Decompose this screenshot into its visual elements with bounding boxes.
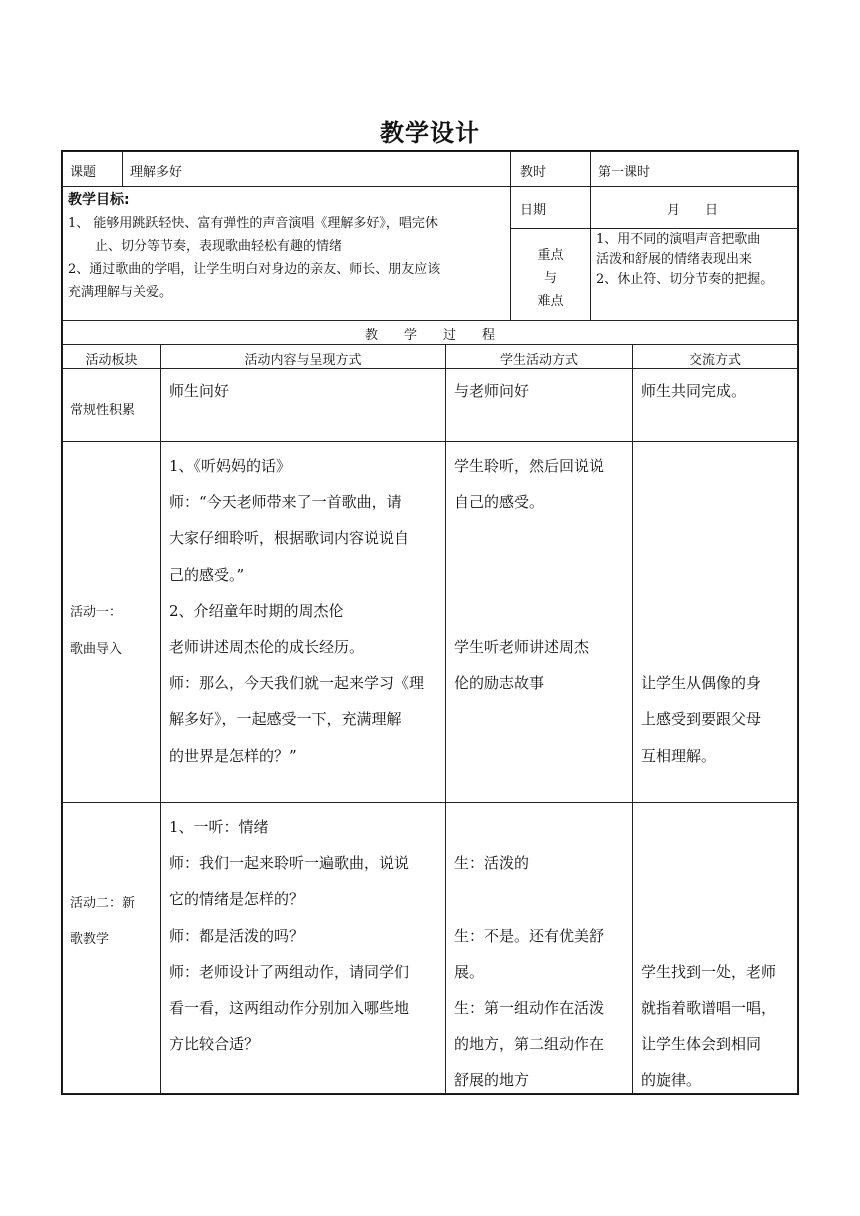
student-line: 学生听老师讲述周杰 bbox=[454, 638, 590, 657]
blank-line bbox=[641, 484, 795, 520]
student-activity bbox=[454, 809, 630, 1099]
blank-line bbox=[641, 809, 795, 845]
activity-block-label: 歌教学 bbox=[70, 932, 110, 947]
content-line: 方比较合适？ bbox=[169, 1035, 260, 1054]
student-line: 生：活泼的 bbox=[454, 854, 530, 873]
blank-line bbox=[641, 593, 795, 629]
exchange-line: 师生共同完成。 bbox=[641, 382, 747, 400]
exchange-method bbox=[641, 809, 795, 1099]
key-point-line: 2、休止符、切分节奏的把握。 bbox=[596, 272, 774, 287]
student-line: 自己的感受。 bbox=[454, 493, 545, 512]
key-points bbox=[596, 230, 796, 290]
blank-line bbox=[454, 593, 630, 629]
activity-block-label: 活动二：新 bbox=[70, 896, 136, 911]
content-line: 看一看，这两组动作分别加入哪些地 bbox=[169, 999, 410, 1018]
blank-line bbox=[454, 809, 630, 845]
content-line: 师：我们一起来聆听一遍歌曲，说说 bbox=[169, 854, 410, 873]
goal-line: 止、切分等节奏，表现歌曲轻松有趣的情绪 bbox=[95, 239, 343, 254]
goal-line: 1、 能够用跳跃轻快、富有弹性的声音演唱《理解多好》，唱完休 bbox=[68, 216, 438, 231]
content-line: 1、一听：情绪 bbox=[169, 818, 269, 836]
key-label-3: 难点 bbox=[537, 294, 564, 309]
student-line: 伦的励志故事 bbox=[454, 674, 545, 693]
content-line: 师生问好 bbox=[169, 382, 230, 400]
key-label-1: 重点 bbox=[537, 248, 564, 263]
blank-line bbox=[641, 918, 795, 954]
goals-heading: 教学目标: bbox=[68, 192, 130, 208]
goal-line: 充满理解与关爱。 bbox=[68, 285, 173, 300]
activity-content bbox=[169, 373, 441, 409]
blank-line bbox=[641, 520, 795, 556]
blank-line bbox=[641, 629, 795, 665]
date-label: 日期 bbox=[520, 203, 547, 218]
student-activity bbox=[454, 448, 630, 701]
content-line: 老师讲述周杰伦的成长经历。 bbox=[169, 638, 365, 657]
col-header-block: 活动板块 bbox=[85, 353, 138, 368]
period-label: 教时 bbox=[520, 165, 547, 180]
exchange-line: 的旋律。 bbox=[641, 1071, 702, 1090]
row-cell bbox=[62, 802, 161, 1094]
exchange-method bbox=[641, 373, 795, 409]
exchange-line: 学生找到一处，老师 bbox=[641, 962, 777, 981]
subject-label: 课题 bbox=[70, 165, 97, 180]
exchange-line: 就指着歌谱唱一唱， bbox=[641, 999, 777, 1018]
student-line: 生：不是。还有优美舒 bbox=[454, 926, 605, 945]
exchange-line: 让学生体会到相同 bbox=[641, 1035, 762, 1054]
activity-block-label: 活动一： bbox=[70, 605, 123, 620]
activity-block-label: 歌曲导入 bbox=[70, 642, 123, 657]
content-line: 大家仔细聆听，根据歌词内容说说自 bbox=[169, 529, 410, 548]
key-point-line: 活泼和舒展的情绪表现出来 bbox=[596, 252, 753, 267]
content-line: 师：都是活泼的吗？ bbox=[169, 926, 305, 945]
content-line: 师：那么，今天我们就一起来学习《理 bbox=[169, 674, 425, 693]
col-header-exchange: 交流方式 bbox=[688, 353, 741, 368]
page-title: 教学设计 bbox=[380, 119, 480, 147]
exchange-method bbox=[641, 448, 795, 774]
student-line: 的地方，第二组动作在 bbox=[454, 1035, 605, 1054]
period-value: 第一课时 bbox=[598, 165, 651, 180]
student-line: 学生聆听，然后回说说 bbox=[454, 457, 605, 475]
col-header-student: 学生活动方式 bbox=[499, 353, 578, 368]
teaching-goals bbox=[68, 189, 508, 304]
blank-line bbox=[454, 881, 630, 917]
activity-content bbox=[169, 809, 441, 1062]
activity-content bbox=[169, 448, 441, 774]
date-value-cell bbox=[590, 186, 798, 229]
content-line: 它的情绪是怎样的？ bbox=[169, 890, 305, 909]
process-heading: 教 学 过 程 bbox=[364, 328, 495, 343]
row-cell bbox=[62, 441, 161, 803]
blank-line bbox=[641, 448, 795, 484]
content-line: 2、介绍童年时期的周杰伦 bbox=[169, 601, 344, 620]
blank-line bbox=[641, 845, 795, 881]
student-line: 展。 bbox=[454, 962, 485, 981]
blank-line bbox=[641, 881, 795, 917]
activity-block-label: 常规性积累 bbox=[70, 403, 136, 418]
content-line: 解多好》，一起感受一下，充满理解 bbox=[169, 710, 402, 729]
content-line: 己的感受。” bbox=[169, 565, 245, 584]
student-line: 生：第一组动作在活泼 bbox=[454, 999, 605, 1018]
date-day: 日 bbox=[705, 203, 719, 218]
blank-line bbox=[454, 557, 630, 593]
exchange-line: 让学生从偶像的身 bbox=[641, 674, 762, 693]
exchange-line: 上感受到要跟父母 bbox=[641, 710, 762, 729]
exchange-line: 互相理解。 bbox=[641, 746, 717, 765]
content-line: 师：“今天老师带来了一首歌曲，请 bbox=[169, 493, 402, 512]
key-point-line: 1、用不同的演唱声音把歌曲 bbox=[596, 232, 761, 247]
col-header-content: 活动内容与呈现方式 bbox=[244, 353, 362, 368]
content-line: 师：老师设计了两组动作，请同学们 bbox=[169, 962, 410, 981]
key-label-2: 与 bbox=[543, 271, 557, 286]
goal-line: 2、通过歌曲的学唱，让学生明白对身边的亲友、师长、朋友应该 bbox=[68, 262, 441, 277]
blank-line bbox=[454, 520, 630, 556]
subject-value: 理解多好 bbox=[130, 165, 183, 180]
content-line: 的世界是怎样的？” bbox=[169, 746, 297, 765]
student-activity bbox=[454, 373, 630, 409]
content-line: 1、《听妈妈的话》 bbox=[169, 457, 292, 475]
date-month: 月 bbox=[667, 203, 681, 218]
student-line: 与老师问好 bbox=[454, 382, 530, 400]
blank-line bbox=[641, 557, 795, 593]
student-line: 舒展的地方 bbox=[454, 1071, 530, 1090]
